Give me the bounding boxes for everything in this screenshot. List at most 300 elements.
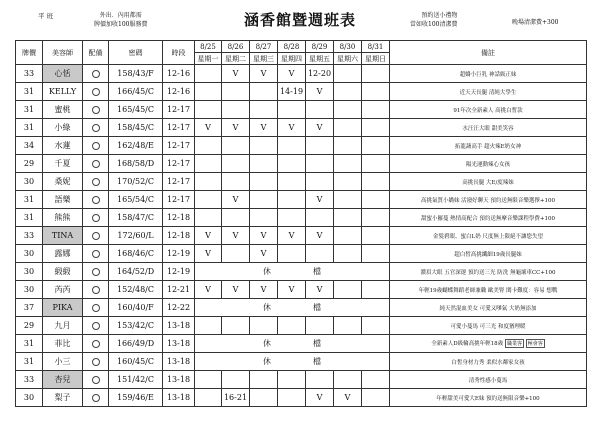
day-cell — [334, 209, 362, 227]
price-cell: 29 — [16, 317, 43, 335]
day-cell: V — [195, 281, 222, 299]
note-cell: 純天然混血美女 可愛又嗲氣 大奶無添加 — [390, 299, 587, 317]
badge-cell — [83, 281, 109, 299]
badge-cell — [83, 137, 109, 155]
day-cell — [278, 173, 306, 191]
day-cell — [222, 137, 250, 155]
day-cell — [222, 155, 250, 173]
day-cell — [195, 371, 222, 389]
badge-cell — [83, 317, 109, 335]
price-cell: 31 — [16, 83, 43, 101]
time-cell: 12-17 — [163, 101, 195, 119]
code-cell: 170/52/C — [109, 173, 163, 191]
day-cell — [362, 191, 390, 209]
time-cell: 12-19 — [163, 263, 195, 281]
rest-label-2: 檔 — [313, 303, 321, 312]
day-cell — [195, 101, 222, 119]
day-cell — [362, 65, 390, 83]
circle-icon — [92, 142, 100, 150]
table-row — [16, 281, 587, 299]
price-cell: 31 — [16, 209, 43, 227]
note-cell: 金髮碧眼、蜜白L奶 尺度無上限絕不讓您失望 — [390, 227, 587, 245]
name-cell: 水蓮 — [43, 137, 83, 155]
day-cell — [278, 389, 306, 407]
day-cell — [362, 227, 390, 245]
day-cell — [334, 173, 362, 191]
name-cell: 桑妮 — [43, 173, 83, 191]
name-cell: 緞緞 — [43, 263, 83, 281]
name-cell: PIKA — [43, 299, 83, 317]
name-cell: 露娜 — [43, 245, 83, 263]
day-cell — [362, 209, 390, 227]
time-cell: 13-18 — [163, 335, 195, 353]
time-cell: 12-17 — [163, 119, 195, 137]
day-cell: V — [306, 119, 334, 137]
circle-icon — [92, 106, 100, 114]
badge-cell — [83, 101, 109, 119]
circle-icon — [92, 358, 100, 366]
day-cell — [250, 191, 278, 209]
note-cell — [390, 335, 587, 353]
day-cell — [362, 83, 390, 101]
code-cell: 168/46/C — [109, 245, 163, 263]
badge-cell — [83, 263, 109, 281]
table-row — [16, 173, 587, 191]
rest-cell — [195, 335, 390, 353]
day-cell — [222, 317, 250, 335]
circle-icon — [92, 268, 100, 276]
day-cell — [278, 191, 306, 209]
name-cell: 菲比 — [43, 335, 83, 353]
code-cell: 165/54/C — [109, 191, 163, 209]
col-header-badge: 配備 — [83, 41, 109, 65]
day-cell — [278, 209, 306, 227]
day-cell — [195, 173, 222, 191]
day-cell — [362, 101, 390, 119]
day-cell: V — [278, 119, 306, 137]
day-cell: 12-20 — [306, 65, 334, 83]
circle-icon — [92, 322, 100, 330]
code-cell: 158/47/C — [109, 209, 163, 227]
name-cell: 小三 — [43, 353, 83, 371]
rest-label-1: 休 — [263, 339, 271, 348]
price-cell: 31 — [16, 335, 43, 353]
name-cell: 小綠 — [43, 119, 83, 137]
price-cell: 33 — [16, 371, 43, 389]
time-cell: 13-18 — [163, 317, 195, 335]
table-row — [16, 119, 587, 137]
time-cell: 12-18 — [163, 227, 195, 245]
col-header-date: 8/26 — [222, 41, 250, 53]
price-cell: 30 — [16, 389, 43, 407]
table-row — [16, 65, 587, 83]
day-cell — [362, 317, 390, 335]
note-text: 全新素人D級輪高挑年輕18歲 — [431, 341, 505, 347]
day-cell — [250, 371, 278, 389]
circle-icon — [92, 88, 100, 96]
header-notice-line2: 牌價加收100服務費 — [94, 21, 148, 28]
day-cell — [362, 389, 390, 407]
circle-icon — [92, 124, 100, 132]
col-header-weekday: 星期一 — [195, 53, 222, 65]
circle-icon — [92, 376, 100, 384]
badge-cell — [83, 191, 109, 209]
day-cell — [306, 137, 334, 155]
time-cell: 12-21 — [163, 281, 195, 299]
day-cell — [334, 317, 362, 335]
day-cell — [334, 65, 362, 83]
day-cell — [222, 245, 250, 263]
col-header-weekday: 星期五 — [306, 53, 334, 65]
code-cell: 160/40/F — [109, 299, 163, 317]
note-cell: 陽光運動辣心女孩 — [390, 155, 587, 173]
code-cell: 162/48/E — [109, 137, 163, 155]
day-cell — [195, 317, 222, 335]
note-cell: 可愛小蔓馬 可三光 和度猶理暖 — [390, 317, 587, 335]
badge-cell — [83, 155, 109, 173]
day-cell: V — [306, 191, 334, 209]
day-cell — [250, 83, 278, 101]
day-cell: V — [278, 227, 306, 245]
day-cell — [250, 101, 278, 119]
header-notice-line1: 外出．內用都需 — [99, 12, 142, 19]
time-cell: 12-18 — [163, 209, 195, 227]
day-cell — [222, 173, 250, 191]
price-cell: 34 — [16, 137, 43, 155]
day-cell: V — [334, 389, 362, 407]
note-cell: 白皙身材力秀 柔似水鄰家女孩 — [390, 353, 587, 371]
day-cell — [306, 245, 334, 263]
circle-icon — [92, 196, 100, 204]
price-cell: 33 — [16, 65, 43, 83]
note-cell: 高挑氣質小嬌妹 活潑好聊天 預約送無限音樂選擇+100 — [390, 191, 587, 209]
day-cell — [195, 155, 222, 173]
day-cell — [278, 137, 306, 155]
note-cell: 91年次全新素人 高挑白皙款 — [390, 101, 587, 119]
day-cell: V — [195, 245, 222, 263]
note-cell: 超白皙高挑纖細19歲長腿妹 — [390, 245, 587, 263]
day-cell: V — [306, 389, 334, 407]
circle-icon — [92, 232, 100, 240]
code-cell: 172/60/L — [109, 227, 163, 245]
code-cell: 158/43/F — [109, 65, 163, 83]
day-cell — [334, 245, 362, 263]
time-cell: 12-16 — [163, 65, 195, 83]
rest-label-1: 休 — [263, 357, 271, 366]
code-cell: 151/42/C — [109, 371, 163, 389]
badge-cell — [83, 245, 109, 263]
col-header-weekday: 星期四 — [278, 53, 306, 65]
badge-cell — [83, 173, 109, 191]
table-row — [16, 353, 587, 371]
day-cell — [278, 245, 306, 263]
header-fee: 晚場清潔費+300 — [512, 19, 559, 26]
table-row — [16, 101, 587, 119]
day-cell — [195, 83, 222, 101]
badge-cell — [83, 209, 109, 227]
code-cell: 164/52/D — [109, 263, 163, 281]
day-cell — [334, 83, 362, 101]
day-cell — [195, 137, 222, 155]
note-cell: 濃眉大眼 五官深邃 預約送三光 防洗 無龜壞車CC+100 — [390, 263, 587, 281]
day-cell — [222, 83, 250, 101]
note-cell: 拓龍蔬高手 超火辣E奶女神 — [390, 137, 587, 155]
day-cell: V — [250, 65, 278, 83]
day-cell — [250, 173, 278, 191]
day-cell — [250, 155, 278, 173]
time-cell: 12-17 — [163, 137, 195, 155]
day-cell — [362, 281, 390, 299]
code-cell: 168/58/D — [109, 155, 163, 173]
rest-label-1: 休 — [263, 303, 271, 312]
badge-cell — [83, 299, 109, 317]
name-cell: 蜜桃 — [43, 101, 83, 119]
page-title: 涵香館暨週班表 — [243, 11, 356, 29]
circle-icon — [92, 394, 100, 402]
col-header-weekday: 星期三 — [250, 53, 278, 65]
time-cell: 13-18 — [163, 371, 195, 389]
table-row — [16, 389, 587, 407]
note-cell: 年輕甜美可愛大E妹 預約送無限音樂+100 — [390, 389, 587, 407]
circle-icon — [92, 70, 100, 78]
col-header-date: 8/28 — [278, 41, 306, 53]
name-cell: 杏兒 — [43, 371, 83, 389]
day-cell — [334, 227, 362, 245]
day-cell: V — [222, 227, 250, 245]
col-header-date: 8/25 — [195, 41, 222, 53]
day-cell — [195, 389, 222, 407]
name-cell: 芮芮 — [43, 281, 83, 299]
day-cell — [334, 191, 362, 209]
day-cell — [278, 317, 306, 335]
rest-label-2: 檔 — [313, 267, 321, 276]
code-cell: 166/45/C — [109, 83, 163, 101]
col-header-note: 備註 — [390, 41, 587, 65]
circle-icon — [92, 214, 100, 222]
schedule-table — [15, 40, 587, 407]
time-cell: 12-17 — [163, 191, 195, 209]
circle-icon — [92, 304, 100, 312]
day-cell — [362, 245, 390, 263]
col-header-date: 8/30 — [334, 41, 362, 53]
day-cell: 14-19 — [278, 83, 306, 101]
day-cell — [362, 155, 390, 173]
header-row-dates — [16, 41, 587, 53]
note-cell: 甜蜜小羅蔓 熱情高配合 預約送無摩音樂課程學費+100 — [390, 209, 587, 227]
table-row — [16, 191, 587, 209]
day-cell — [222, 101, 250, 119]
price-cell: 29 — [16, 155, 43, 173]
table-row — [16, 227, 587, 245]
time-cell: 13-18 — [163, 389, 195, 407]
col-header-weekday: 星期日 — [362, 53, 390, 65]
note-cell: 超嬌小巨乳 神話級正妹 — [390, 65, 587, 83]
day-cell — [250, 209, 278, 227]
rest-cell — [195, 353, 390, 371]
day-cell — [334, 101, 362, 119]
price-cell: 30 — [16, 263, 43, 281]
day-cell — [306, 101, 334, 119]
name-cell: 九月 — [43, 317, 83, 335]
schedule-body — [16, 65, 587, 407]
day-cell — [362, 119, 390, 137]
code-cell: 152/48/C — [109, 281, 163, 299]
header-left: 平 班 — [38, 12, 54, 20]
name-cell: TINA — [43, 227, 83, 245]
table-row — [16, 263, 587, 281]
day-cell — [334, 281, 362, 299]
day-cell — [362, 371, 390, 389]
day-cell — [250, 389, 278, 407]
day-cell — [306, 209, 334, 227]
header-promo-line2: 當如收100清潔費 — [410, 21, 458, 28]
table-row — [16, 245, 587, 263]
badge-cell — [83, 353, 109, 371]
day-cell — [222, 371, 250, 389]
circle-icon — [92, 160, 100, 168]
name-cell: 千夏 — [43, 155, 83, 173]
col-header-code: 密碼 — [109, 41, 163, 65]
col-header-date: 8/31 — [362, 41, 390, 53]
day-cell — [306, 317, 334, 335]
day-cell — [250, 317, 278, 335]
day-cell: V — [222, 191, 250, 209]
time-cell: 13-18 — [163, 353, 195, 371]
col-header-time: 時段 — [163, 41, 195, 65]
price-cell: 31 — [16, 191, 43, 209]
day-cell: V — [195, 119, 222, 137]
day-cell — [250, 137, 278, 155]
price-cell: 33 — [16, 227, 43, 245]
rest-label-2: 檔 — [313, 339, 321, 348]
name-cell: KELLY — [43, 83, 83, 101]
col-header-weekday: 星期六 — [334, 53, 362, 65]
badge-cell — [83, 83, 109, 101]
rest-cell — [195, 299, 390, 317]
badge-cell — [83, 389, 109, 407]
table-row — [16, 371, 587, 389]
circle-icon — [92, 286, 100, 294]
day-cell: V — [250, 227, 278, 245]
day-cell — [278, 371, 306, 389]
time-cell: 12-19 — [163, 245, 195, 263]
day-cell — [278, 155, 306, 173]
time-cell: 12-22 — [163, 299, 195, 317]
table-row — [16, 83, 587, 101]
code-cell: 166/49/D — [109, 335, 163, 353]
col-header-weekday: 星期二 — [222, 53, 250, 65]
table-row — [16, 335, 587, 353]
badge-cell — [83, 65, 109, 83]
rest-label-2: 檔 — [313, 357, 321, 366]
day-cell — [334, 155, 362, 173]
day-cell — [195, 65, 222, 83]
note-cell: 近天天長腿 清純大學生 — [390, 83, 587, 101]
badge-cell — [83, 371, 109, 389]
circle-icon — [92, 178, 100, 186]
price-cell: 30 — [16, 245, 43, 263]
day-cell: V — [222, 65, 250, 83]
price-cell: 31 — [16, 353, 43, 371]
day-cell: V — [222, 119, 250, 137]
day-cell — [195, 209, 222, 227]
note-cell: 清秀性感小蔓馬 — [390, 371, 587, 389]
day-cell: V — [195, 227, 222, 245]
time-cell: 12-16 — [163, 83, 195, 101]
circle-icon — [92, 250, 100, 258]
note-badge: 極會客 — [527, 341, 543, 347]
price-cell: 37 — [16, 299, 43, 317]
day-cell — [362, 137, 390, 155]
day-cell — [222, 209, 250, 227]
day-cell — [334, 371, 362, 389]
badge-cell — [83, 119, 109, 137]
day-cell: V — [222, 281, 250, 299]
header-promo — [410, 11, 457, 29]
day-cell: V — [278, 65, 306, 83]
day-cell: 16-21 — [222, 389, 250, 407]
day-cell — [362, 173, 390, 191]
col-header-date: 8/29 — [306, 41, 334, 53]
header-promo-line1: 預約送小禮物 — [421, 12, 458, 19]
day-cell: V — [306, 83, 334, 101]
col-header-price: 牌價 — [16, 41, 43, 65]
code-cell: 165/45/C — [109, 101, 163, 119]
note-cell: 水汪汪大眼 甜美笑容 — [390, 119, 587, 137]
code-cell: 160/45/C — [109, 353, 163, 371]
price-cell: 31 — [16, 101, 43, 119]
day-cell — [306, 173, 334, 191]
code-cell: 153/42/C — [109, 317, 163, 335]
day-cell: V — [250, 281, 278, 299]
table-row — [16, 209, 587, 227]
price-cell: 31 — [16, 119, 43, 137]
time-cell: 12-17 — [163, 173, 195, 191]
time-cell: 12-17 — [163, 155, 195, 173]
day-cell: V — [306, 281, 334, 299]
day-cell: V — [306, 227, 334, 245]
col-header-date: 8/27 — [250, 41, 278, 53]
badge-cell — [83, 227, 109, 245]
day-cell — [306, 371, 334, 389]
day-cell: V — [250, 245, 278, 263]
day-cell — [195, 191, 222, 209]
name-cell: 心恬 — [43, 65, 83, 83]
day-cell: V — [250, 119, 278, 137]
table-row — [16, 299, 587, 317]
note-cell: 高挑長腿 大E/度辣妹 — [390, 173, 587, 191]
circle-icon — [92, 340, 100, 348]
note-cell: 年輕19歲蝴蝶舞蹈老師兼職 歐美腎 閨卡難度：容易 想戰 — [390, 281, 587, 299]
name-cell: 梨子 — [43, 389, 83, 407]
name-cell: 語樂 — [43, 191, 83, 209]
table-row — [16, 155, 587, 173]
name-cell: 熊熊 — [43, 209, 83, 227]
day-cell: V — [278, 281, 306, 299]
day-cell — [334, 119, 362, 137]
rest-label-1: 休 — [263, 267, 271, 276]
table-row — [16, 137, 587, 155]
badge-cell — [83, 335, 109, 353]
day-cell — [334, 137, 362, 155]
price-cell: 30 — [16, 281, 43, 299]
day-cell — [278, 101, 306, 119]
day-cell — [306, 155, 334, 173]
code-cell: 159/46/E — [109, 389, 163, 407]
code-cell: 158/45/C — [109, 119, 163, 137]
rest-cell — [195, 263, 390, 281]
col-header-name: 美容師 — [43, 41, 83, 65]
